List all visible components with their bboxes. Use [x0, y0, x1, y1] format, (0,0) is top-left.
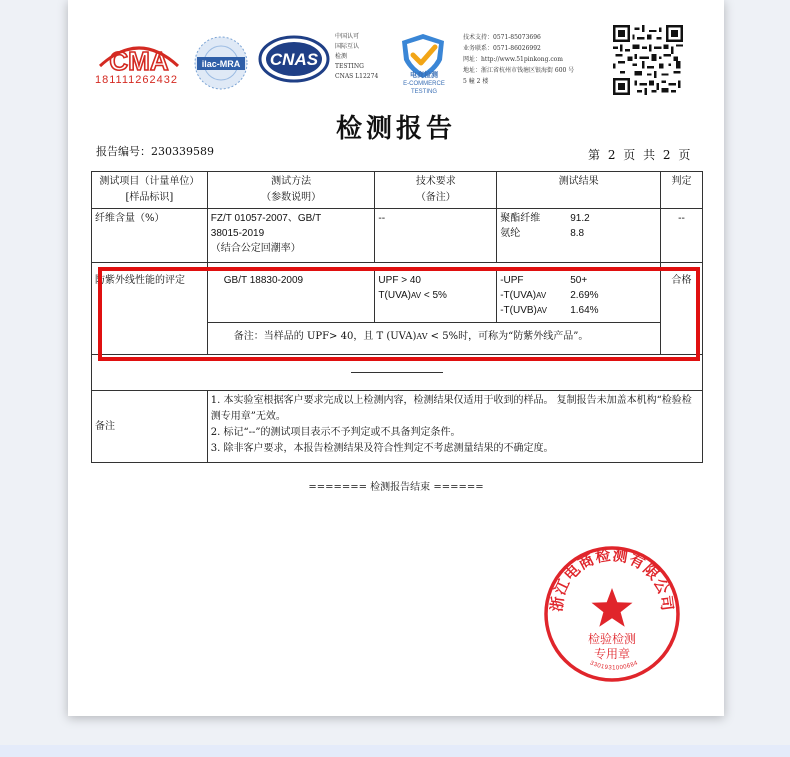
- uv-metric-name: -T(UVB)AV: [500, 305, 547, 316]
- seal-star-icon: [592, 588, 633, 627]
- header-judgement: 判定: [661, 172, 703, 209]
- ecommerce-testing-label: [391, 72, 457, 96]
- company-seal: [542, 544, 682, 684]
- seal-line2: 专用章: [593, 647, 631, 661]
- cma-number: 181111262432: [95, 74, 178, 86]
- notes-row: [92, 391, 703, 463]
- seal-arc-text: 浙江电商检测有限公司: [547, 545, 677, 613]
- uv-metric-value: 50+: [570, 275, 588, 286]
- report-number: 报告编号：230339589: [96, 145, 214, 158]
- fiber-value: 8.8: [570, 228, 585, 239]
- accreditation-text: [335, 32, 378, 82]
- uv-metric-value: 1.64%: [570, 305, 599, 316]
- seal-number: 3301931000684: [588, 660, 640, 672]
- uv-judgement: 合格: [661, 271, 703, 355]
- cert-line: CNAS L12274: [335, 73, 379, 80]
- table-row: [92, 209, 703, 263]
- fiber-content-method: FZ/T 01057-2007、GB/T 38015-2019 （结合公定回潮率）: [207, 209, 375, 263]
- ec-logo-name: 电商检测: [410, 72, 438, 79]
- fiber-content-item: 纤维含量（%）: [92, 209, 208, 263]
- note-item: 2. 标记“--”的测试项目表示不予判定或不具备判定条件。: [210, 427, 461, 438]
- contact-line: 地址：浙江省杭州市钱塘区银海街 600 号: [463, 67, 575, 74]
- uv-metric-name: -T(UVA)AV: [500, 290, 547, 301]
- cert-line: 中国认可: [335, 33, 360, 40]
- uv-method: GB/T 18830-2009: [207, 271, 375, 323]
- header-result: 测试结果: [497, 172, 661, 209]
- fiber-name: 氨纶: [500, 228, 521, 239]
- fiber-content-requirement: --: [375, 209, 497, 263]
- contact-line: 技术支持：0571-85073696: [463, 34, 541, 41]
- ec-logo-en: E-COMMERCE TESTING: [403, 81, 445, 95]
- notes-content: [207, 391, 702, 463]
- page-indicator: 第 2 页 共 2 页: [588, 148, 693, 162]
- qr-code: [613, 25, 683, 95]
- uv-metric-name: -UPF: [500, 275, 524, 286]
- cnas-logo-text: CNAS: [269, 50, 319, 69]
- table-header-row: [92, 172, 703, 209]
- cert-line: TESTING: [335, 63, 364, 70]
- ilac-logo-text: ilac-MRA: [201, 59, 241, 69]
- report-end-marker: ======= 检测报告结束 ======: [308, 482, 484, 493]
- report-page: [68, 0, 724, 716]
- note-item: 3. 除非客户要求，本报告检测结果及符合性判定不考虑测量结果的不确定度。: [210, 443, 554, 454]
- fiber-name: 聚酯纤维: [500, 213, 541, 224]
- header-requirement: 技术要求 （备注）: [375, 172, 497, 209]
- uv-requirement: UPF > 40 T(UVA)AV < 5%: [375, 271, 497, 323]
- header-test-method: 测试方法 （参数说明）: [207, 172, 375, 209]
- contact-line: 5 幢 2 楼: [463, 78, 489, 85]
- report-title: 检测报告: [335, 114, 456, 144]
- contact-info: [463, 32, 574, 87]
- fiber-value: 91.2: [570, 213, 590, 224]
- notes-label: 备注: [92, 391, 208, 463]
- page-bottom-band: [0, 745, 790, 757]
- cert-line: 国际互认: [335, 43, 360, 50]
- svg-text:3301931000684: [589, 660, 639, 671]
- contact-line: 业务联系：0571-86026992: [463, 45, 541, 52]
- uv-remark: 备注：当样品的 UPF> 40，且 T (UVA)AV < 5%时，可称为“防紫外线产品”。: [207, 323, 660, 355]
- cma-logo-text: CMA: [109, 46, 169, 76]
- note-item: 1. 本实验室根据客户要求完成以上检测内容，检测结果仅适用于收到的样品。 复制报告未加盖本机构“检验检测专用章”无效。: [210, 395, 692, 422]
- uv-metric-value: 2.69%: [570, 290, 599, 301]
- contact-line: 网址：http://www.51pinkong.com: [463, 56, 563, 63]
- seal-line1: 检验检测: [587, 632, 637, 646]
- cert-line: 检测: [335, 53, 348, 60]
- uv-item: 防紫外线性能的评定: [92, 271, 208, 355]
- fiber-content-judgement: --: [661, 209, 703, 263]
- header-test-item: 测试项目（计量单位） [样品标识]: [92, 172, 208, 209]
- separator-line: [351, 372, 443, 373]
- cnas-logo: [258, 34, 330, 84]
- uv-highlight-box: [98, 267, 700, 361]
- fiber-content-result: [497, 209, 661, 263]
- ilac-mra-logo: [193, 35, 249, 91]
